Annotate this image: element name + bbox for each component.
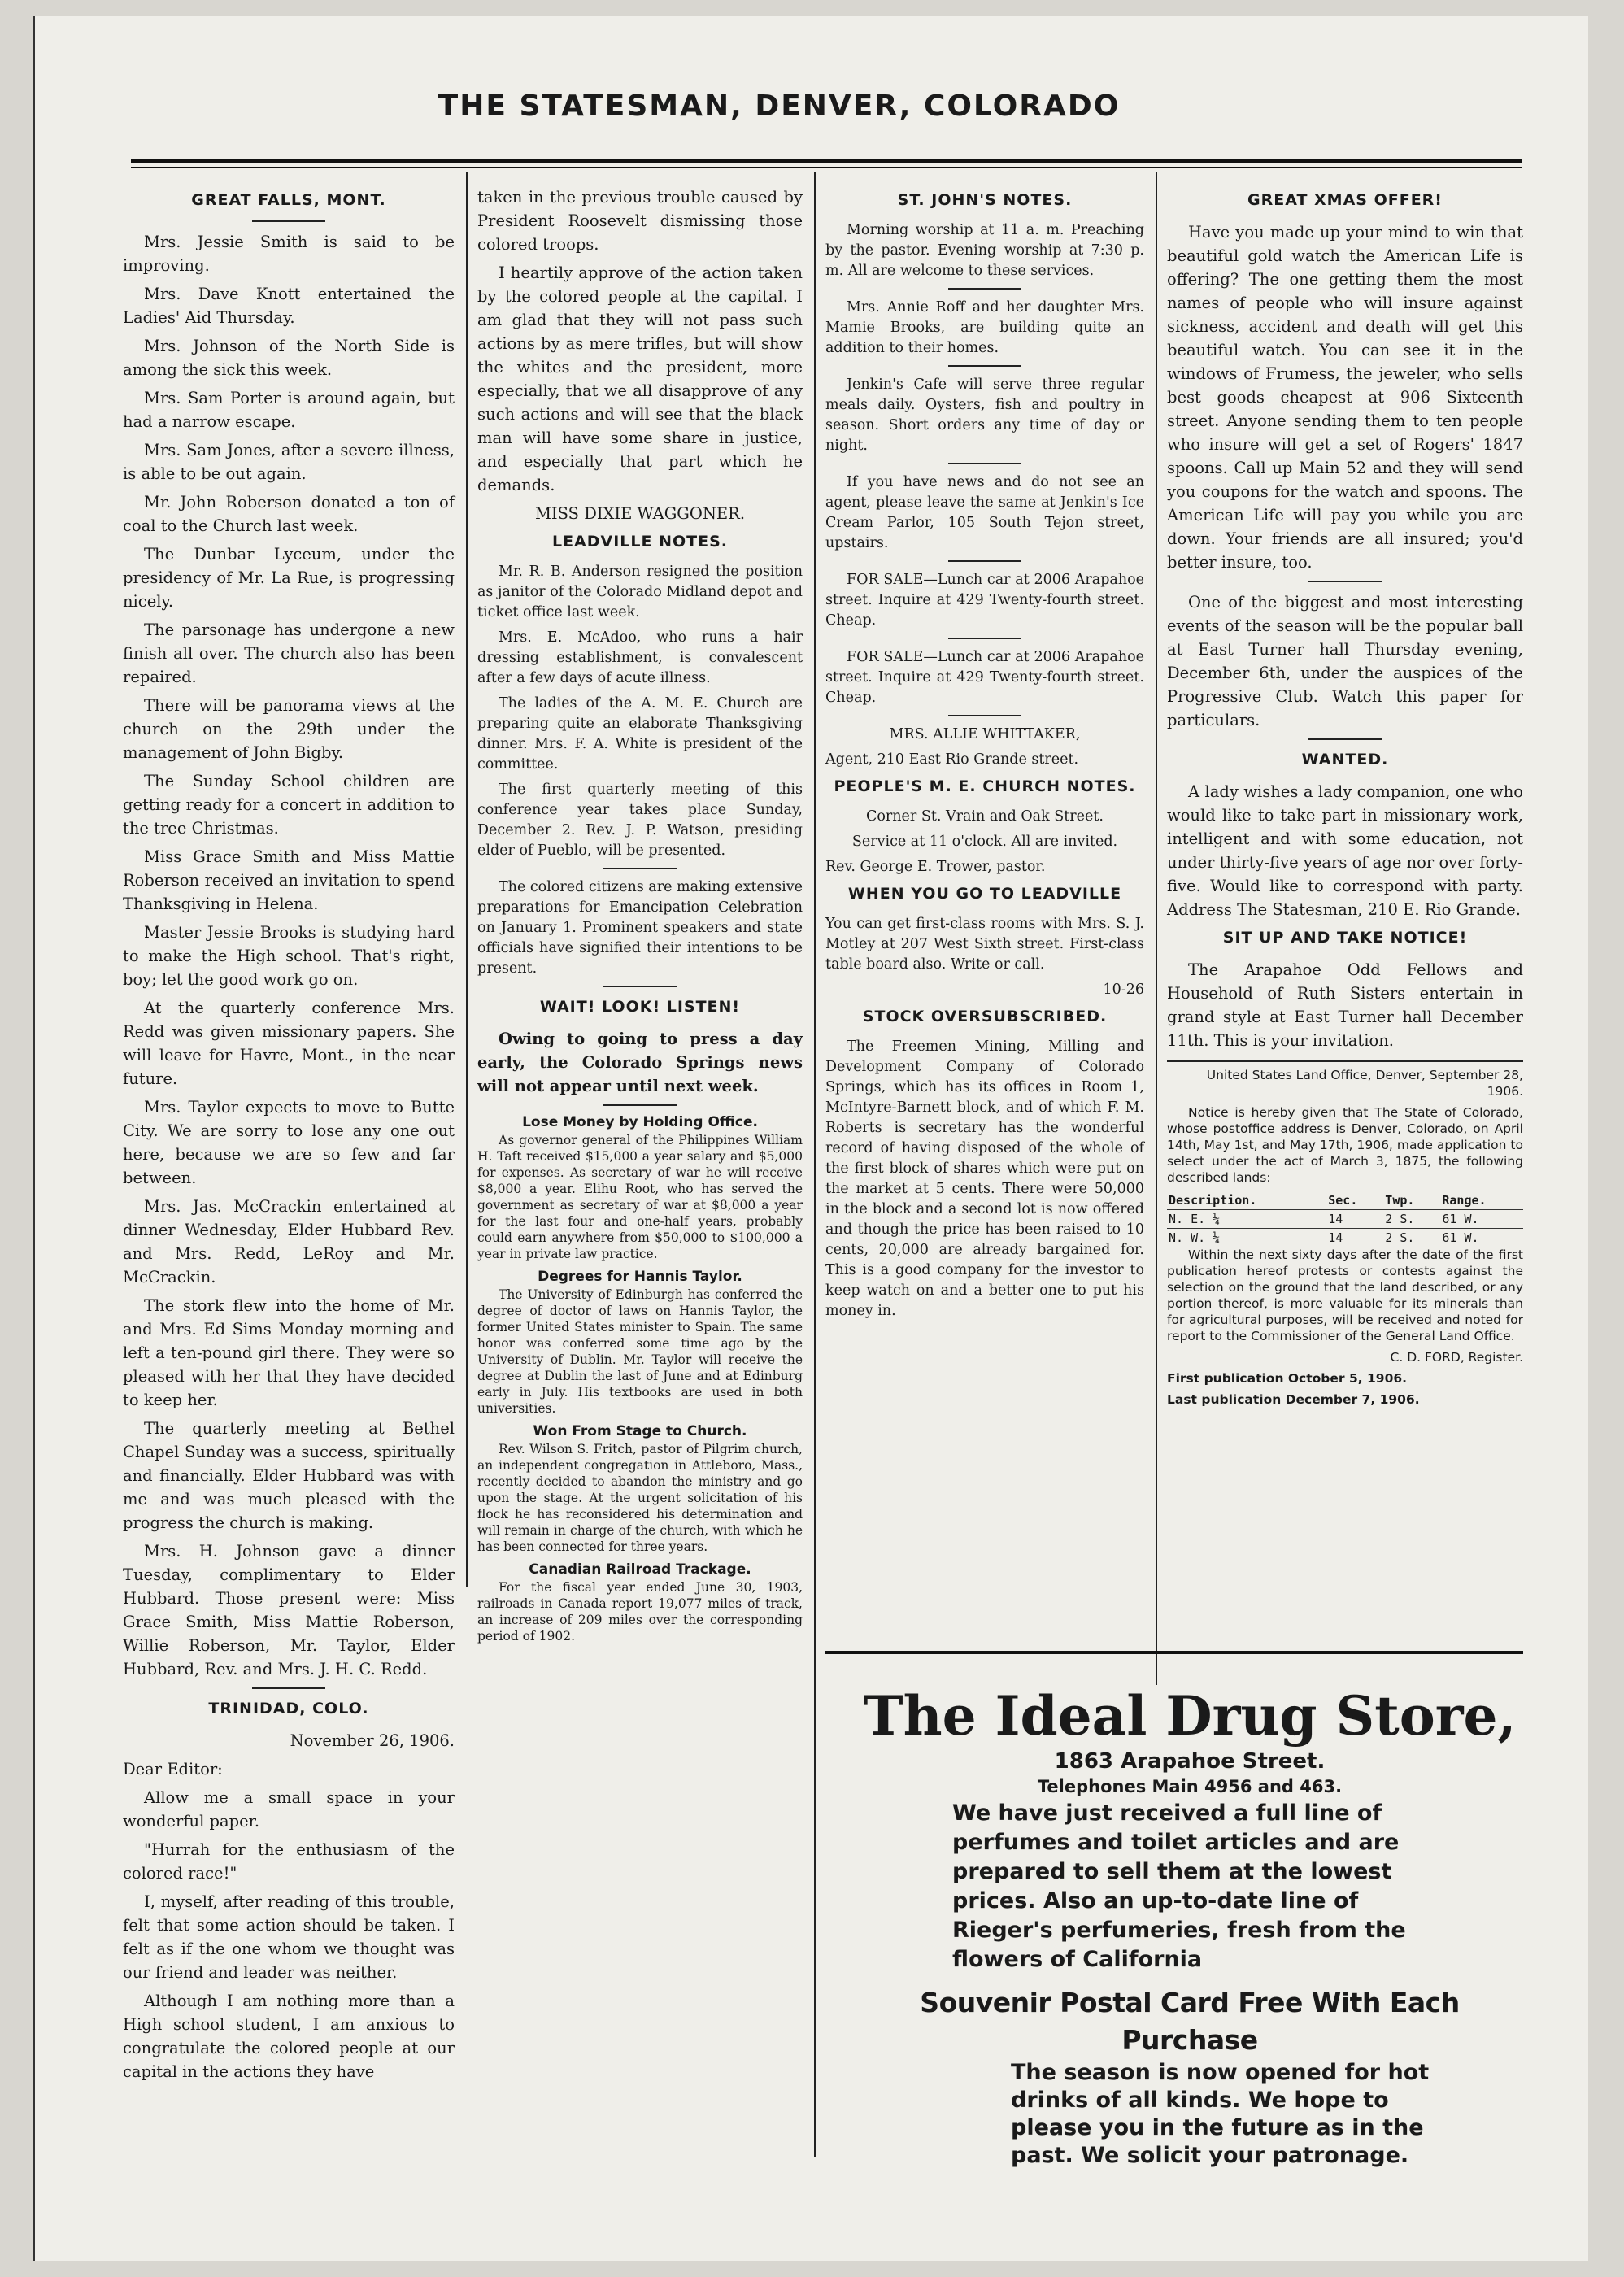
- table-row: [1167, 1229, 1523, 1247]
- land-office-signature: C. D. FORD, Register.: [1390, 1350, 1523, 1365]
- subheading-lose-money: Lose Money by Holding Office.: [522, 1114, 758, 1130]
- land-office-text: Within the next sixty days after the date of the first publication hereof protests or contests against the selection on the ground that the land described, or any portion thereof, is more valuable for its minerals than for agricultural purposes, will be received and noted for report to the Commissioner of the General Land Office.: [1167, 1247, 1523, 1343]
- column-divider: [814, 172, 816, 2157]
- news-item: Mrs. Taylor expects to move to Butte City. We are sorry to lose any one out here, because we are so few and far between.: [123, 1098, 455, 1187]
- news-item: Master Jessie Brooks is studying hard to make the High school. That's right, boy; let the good work go on.: [123, 923, 455, 989]
- news-item: Mrs. E. McAdoo, who runs a hair dressing establishment, is convalescent after a few days of acute illness.: [477, 629, 803, 686]
- column-1: [123, 185, 455, 2088]
- heading-wait-look-listen: WAIT! LOOK! LISTEN!: [539, 998, 741, 1016]
- news-item: Morning worship at 11 a. m. Preaching by the pastor. Evening worship at 7:30 p. m. All are welcome to these services.: [825, 222, 1144, 279]
- news-item: Mrs. Jessie Smith is said to be improving.: [123, 233, 455, 275]
- publication-first: First publication October 5, 1906.: [1167, 1371, 1408, 1386]
- news-item: Mrs. Sam Jones, after a severe illness, is able to be out again.: [123, 441, 455, 483]
- heading-st-johns: ST. JOHN'S NOTES.: [897, 191, 1073, 209]
- agent-address: Agent, 210 East Rio Grande street.: [825, 751, 1079, 768]
- table-header: Description.: [1167, 1191, 1326, 1210]
- ad-phones: Telephones Main 4956 and 463.: [1037, 1777, 1343, 1796]
- news-item: The parsonage has undergone a new finish all over. The church also has been repaired.: [123, 620, 455, 686]
- letter-paragraph: Although I am nothing more than a High school student, I am anxious to congratulate the colored people at our capital in the actions they have: [123, 1992, 455, 2081]
- divider: [948, 288, 1021, 290]
- news-item: The stork flew into the home of Mr. and Mrs. Ed Sims Monday morning and left a ten-pound girl there. They were so pleased with her that they have decided to keep her.: [123, 1296, 455, 1409]
- table-cell: N. E. ¼: [1167, 1210, 1326, 1229]
- divider: [1308, 738, 1382, 740]
- letter-paragraph: "Hurrah for the enthusiasm of the colored race!": [123, 1840, 455, 1883]
- church-service: Service at 11 o'clock. All are invited.: [851, 834, 1118, 850]
- masthead: THE STATESMAN, DENVER, COLORADO: [438, 89, 1121, 123]
- news-item: Mrs. Jas. McCrackin entertained at dinner Wednesday, Elder Hubbard Rev. and Mrs. Redd, LeRoy and Mr. McCrackin.: [123, 1197, 455, 1287]
- table-header-row: [1167, 1191, 1523, 1210]
- ad-rule: [825, 1651, 1523, 1654]
- classified-ad: FOR SALE—Lunch car at 2006 Arapahoe street. Inquire at 429 Twenty-fourth street. Cheap.: [825, 572, 1144, 629]
- rooms-ad-code: 10-26: [1103, 982, 1144, 998]
- subheading-degrees: Degrees for Hannis Taylor.: [538, 1269, 742, 1285]
- column-4: [1167, 185, 1523, 1413]
- heading-xmas-offer: GREAT XMAS OFFER!: [1247, 191, 1443, 209]
- church-address: Corner St. Vrain and Oak Street.: [866, 808, 1104, 825]
- letter-date: November 26, 1906.: [290, 1731, 455, 1750]
- letter-paragraph: I heartily approve of the action taken by the colored people at the capital. I am glad that they will not pass such actions by as mere trifles, but will show the whites and the president, more especially, that we all disapprove of any such actions and will see that the black man will have some share in justice, and especially that part which he demands.: [477, 263, 803, 494]
- ad-closing: The season is now opened for hot drinks of all kinds. We hope to please you in the future as in the past. We solicit your patronage.: [1011, 2060, 1430, 2168]
- news-item: If you have news and do not see an agent, please leave the same at Jenkin's Ice Cream Parlor, 105 South Tejon street, upstairs.: [825, 474, 1144, 551]
- article-text: For the fiscal year ended June 30, 1903, railroads in Canada report 19,077 miles of track, an increase of 209 miles over the corresponding period of 1902.: [477, 1580, 803, 1644]
- heading-peoples-church: PEOPLE'S M. E. CHURCH NOTES.: [834, 777, 1136, 795]
- divider: [1308, 581, 1382, 582]
- news-item: There will be panorama views at the church on the 29th under the management of John Bigby.: [123, 696, 455, 762]
- table-header: Sec.: [1326, 1191, 1383, 1210]
- land-office-text: Notice is hereby given that The State of Colorado, whose postoffice address is Denver, Colorado, on April 14th, May 1st, and May 17th, 1906, made application to select under the act of March 3, 1875, the following described lands:: [1167, 1105, 1523, 1185]
- news-item: Jenkin's Cafe will serve three regular meals daily. Oysters, fish and poultry in season. Short orders any time of day or night.: [825, 377, 1144, 454]
- letter-salutation: Dear Editor:: [123, 1760, 223, 1778]
- ad-address: 1863 Arapahoe Street.: [1054, 1749, 1326, 1774]
- article-text: The University of Edinburgh has conferred the degree of doctor of laws on Hannis Taylor, the former United States minister to Spain. The same honor was conferred some time ago by the University of Dublin. Mr. Taylor will receive the degree at Dublin the last of June and at Edinburg early in July. His textbooks are used in both universities.: [477, 1287, 803, 1416]
- news-item: At the quarterly conference Mrs. Redd was given missionary papers. She will leave for Havre, Mont., in the near future.: [123, 999, 455, 1088]
- article-text: Rev. Wilson S. Fritch, pastor of Pilgrim church, an independent congregation in Attleboro, Mass., recently decided to abandon the ministry and go upon the stage. At the urgent solicitation of his flock he has reconsidered his determination and will remain in charge of the church, with which he has been connected for three years.: [477, 1442, 803, 1554]
- column-divider: [1156, 172, 1157, 1685]
- table-cell: 14: [1326, 1229, 1383, 1247]
- subheading-railroad: Canadian Railroad Trackage.: [529, 1561, 751, 1578]
- news-item: Mr. John Roberson donated a ton of coal to the Church last week.: [123, 493, 455, 535]
- ball-notice: One of the biggest and most interesting events of the season will be the popular ball at East Turner hall Thursday evening, December 6th, under the auspices of the Progressive Club. Watch this paper for particulars.: [1167, 593, 1523, 729]
- land-table: [1167, 1191, 1523, 1247]
- masthead-rule: [131, 159, 1522, 168]
- news-item: Mrs. H. Johnson gave a dinner Tuesday, complimentary to Elder Hubbard. Those present were: Miss Grace Smith, Miss Mattie Roberson, Willie Roberson, Mr. Taylor, Elder Hubbard, Rev. and Mrs. J. H. C. Redd.: [123, 1542, 455, 1678]
- news-item: Miss Grace Smith and Miss Mattie Roberson received an invitation to spend Thanksgiving in Helena.: [123, 847, 455, 913]
- article-text: As governor general of the Philippines William H. Taft received $15,000 a year salary and $5,000 for expenses. As secretary of war he will receive $8,000 a year. Elihu Root, who has served the government as secretary of war at $8,000 a year for the last four and one-half years, probably could earn anywhere from $50,000 to $100,000 a year in private law practice.: [477, 1133, 803, 1261]
- heading-trinidad: TRINIDAD, COLO.: [208, 1700, 369, 1718]
- divider: [948, 560, 1021, 562]
- divider: [948, 463, 1021, 464]
- news-item: The quarterly meeting at Bethel Chapel Sunday was a success, spiritually and financially. Elder Hubbard was with me and was much pleased with the progress the church is making.: [123, 1419, 455, 1532]
- stock-article: The Freemen Mining, Milling and Development Company of Colorado Springs, which has its offices in Room 1, McIntyre-Barnett block, and of which F. M. Roberts is secretary has the wonderful record of having disposed of the whole of the first block of shares which were put on the market at 5 cents. There were 50,000 in the block and a second lot is now offered and though the price has been raised to 10 cents, 20,000 are already bargained for. This is a good company for the investor to keep watch on and a better one to put his money in.: [825, 1038, 1144, 1319]
- table-cell: N. W. ¼: [1167, 1229, 1326, 1247]
- divider: [948, 638, 1021, 639]
- church-pastor: Rev. George E. Trower, pastor.: [825, 859, 1046, 875]
- divider: [603, 986, 677, 987]
- news-item: The ladies of the A. M. E. Church are preparing quite an elaborate Thanksgiving dinner. Mrs. F. A. White is president of the committee.: [477, 695, 803, 773]
- table-row: [1167, 1210, 1523, 1229]
- column-2: [477, 185, 803, 1649]
- table-cell: 2 S.: [1383, 1210, 1440, 1229]
- divider: [252, 220, 325, 222]
- heading-stock: STOCK OVERSUBSCRIBED.: [862, 1008, 1108, 1025]
- table-cell: 61 W.: [1440, 1229, 1523, 1247]
- divider: [948, 365, 1021, 367]
- newspaper-page: [33, 16, 1588, 2261]
- news-item: Mr. R. B. Anderson resigned the position as janitor of the Colorado Midland depot and ticket office last week.: [477, 564, 803, 620]
- publication-last: Last publication December 7, 1906.: [1167, 1392, 1420, 1407]
- divider: [1167, 1060, 1523, 1062]
- news-item: The first quarterly meeting of this conference year takes place Sunday, December 2. Rev. J. P. Watson, presiding elder of Pueblo, will be presented.: [477, 781, 803, 859]
- letter-paragraph: taken in the previous trouble caused by President Roosevelt dismissing those colored troops.: [477, 188, 803, 254]
- column-3: [825, 185, 1144, 1326]
- divider: [603, 1104, 677, 1106]
- table-cell: 2 S.: [1383, 1229, 1440, 1247]
- letter-signature: MISS DIXIE WAGGONER.: [534, 504, 746, 523]
- divider: [252, 1687, 325, 1689]
- classified-ad: FOR SALE—Lunch car at 2006 Arapahoe street. Inquire at 429 Twenty-fourth street. Cheap.: [825, 649, 1144, 706]
- divider: [603, 868, 677, 869]
- heading-leadville-rooms: WHEN YOU GO TO LEADVILLE: [847, 885, 1122, 903]
- news-item: The colored citizens are making extensive preparations for Emancipation Celebration on January 1. Prominent speakers and state officials have signified their intentions to be present.: [477, 879, 803, 977]
- news-item: The Dunbar Lyceum, under the presidency of Mr. La Rue, is progressing nicely.: [123, 545, 455, 611]
- column-divider: [466, 172, 468, 1587]
- heading-take-notice: SIT UP AND TAKE NOTICE!: [1222, 929, 1468, 947]
- ad-body: We have just received a full line of perfumes and toilet articles and are prepared to sell them at the lowest prices. Also an up-to-date line of Rieger's perfumeries, fresh from the flowers of California: [952, 1800, 1406, 1972]
- rooms-ad: You can get first-class rooms with Mrs. S. J. Motley at 207 West Sixth street. First-class table board also. Write or call.: [825, 916, 1144, 973]
- ad-souvenir: Souvenir Postal Card Free With Each Purchase: [920, 1987, 1460, 2056]
- notice-text: The Arapahoe Odd Fellows and Household of Ruth Sisters entertain in grand style at East Turner hall December 11th. This is your invitation.: [1167, 960, 1523, 1050]
- table-cell: 14: [1326, 1210, 1383, 1229]
- land-office-heading: United States Land Office, Denver, September 28, 1906.: [1206, 1068, 1523, 1099]
- letter-paragraph: Allow me a small space in your wonderful paper.: [123, 1788, 455, 1831]
- xmas-offer-text: Have you made up your mind to win that beautiful gold watch the American Life is offering? The one getting them the most names of people who will insure against sickness, accident and death will get this beautiful watch. You can see it in the windows of Frumess, the jeweler, who sells best goods cheapest at 906 Sixteenth street. Anyone sending them to ten people who insure will get a set of Rogers' 1847 spoons. Call up Main 52 and they will send you coupons for the watch and spoons. The American Life will pay you while you are down. Your friends are all insured; you'd better insure, too.: [1167, 223, 1523, 572]
- heading-leadville: LEADVILLE NOTES.: [551, 533, 729, 551]
- news-item: Mrs. Sam Porter is around again, but had a narrow escape.: [123, 389, 455, 431]
- divider: [948, 715, 1021, 716]
- news-item: Mrs. Dave Knott entertained the Ladies' Aid Thursday.: [123, 285, 455, 327]
- heading-wanted: WANTED.: [1301, 751, 1389, 768]
- wanted-text: A lady wishes a lady companion, one who would like to take part in missionary work, intelligent and with some education, not under thirty-five years of age nor over forty-five. Would like to correspond with party. Address The Statesman, 210 E. Rio Grande.: [1167, 782, 1523, 919]
- subheading-stage-to-church: Won From Stage to Church.: [533, 1423, 747, 1439]
- letter-paragraph: I, myself, after reading of this trouble, felt that some action should be taken. I felt as if the one whom we thought was our friend and leader was neither.: [123, 1892, 455, 1982]
- news-item: Mrs. Johnson of the North Side is among the sick this week.: [123, 337, 455, 379]
- drug-store-ad: [856, 1683, 1523, 2170]
- table-header: Range.: [1440, 1191, 1523, 1210]
- agent-name: MRS. ALLIE WHITTAKER,: [889, 726, 1081, 742]
- news-item: The Sunday School children are getting ready for a concert in addition to the tree Christmas.: [123, 772, 455, 838]
- ad-title: The Ideal Drug Store,: [863, 1684, 1517, 1748]
- heading-great-falls: GREAT FALLS, MONT.: [191, 191, 386, 209]
- notice-text: Owing to going to press a day early, the Colorado Springs news will not appear until next week.: [477, 1030, 803, 1095]
- news-item: Mrs. Annie Roff and her daughter Mrs. Mamie Brooks, are building quite an addition to their homes.: [825, 299, 1144, 356]
- table-cell: 61 W.: [1440, 1210, 1523, 1229]
- table-header: Twp.: [1383, 1191, 1440, 1210]
